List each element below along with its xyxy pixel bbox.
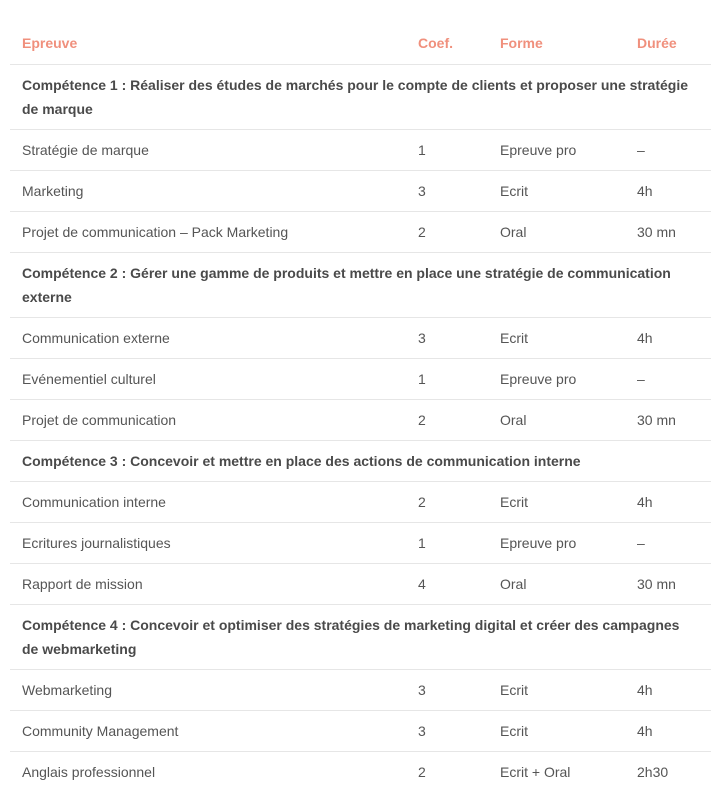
header-epreuve: Epreuve: [10, 22, 406, 65]
section-title: Compétence 4 : Concevoir et optimiser des stratégies de marketing digital et créer des campagnes de webmarketing: [10, 605, 711, 670]
section-row: [10, 605, 711, 670]
table-row: [10, 670, 711, 711]
cell-coef: 1: [406, 359, 488, 400]
section-title: Compétence 3 : Concevoir et mettre en place des actions de communication interne: [10, 441, 711, 482]
cell-coef: 2: [406, 482, 488, 523]
cell-forme: Ecrit: [488, 711, 625, 752]
cell-forme: Ecrit: [488, 670, 625, 711]
cell-coef: 3: [406, 670, 488, 711]
table-row: [10, 171, 711, 212]
cell-coef: 2: [406, 212, 488, 253]
cell-epreuve: Projet de communication – Pack Marketing: [10, 212, 406, 253]
table-row: [10, 482, 711, 523]
table-row: [10, 359, 711, 400]
cell-duree: 4h: [625, 670, 711, 711]
table-row: [10, 130, 711, 171]
section-row: [10, 65, 711, 130]
table-header-row: [10, 22, 711, 65]
cell-coef: 3: [406, 171, 488, 212]
cell-coef: 1: [406, 130, 488, 171]
header-forme: Forme: [488, 22, 625, 65]
table-row: [10, 400, 711, 441]
header-coef: Coef.: [406, 22, 488, 65]
cell-epreuve: Anglais professionnel: [10, 752, 406, 792]
table-row: [10, 752, 711, 792]
cell-forme: Epreuve pro: [488, 523, 625, 564]
cell-forme: Ecrit: [488, 482, 625, 523]
cell-duree: 30 mn: [625, 564, 711, 605]
table-row: [10, 212, 711, 253]
cell-forme: Ecrit: [488, 318, 625, 359]
cell-duree: 4h: [625, 318, 711, 359]
cell-forme: Epreuve pro: [488, 130, 625, 171]
section-row: [10, 441, 711, 482]
cell-forme: Epreuve pro: [488, 359, 625, 400]
table-row: [10, 564, 711, 605]
cell-forme: Oral: [488, 400, 625, 441]
section-row: [10, 253, 711, 318]
cell-forme: Ecrit + Oral: [488, 752, 625, 792]
cell-epreuve: Stratégie de marque: [10, 130, 406, 171]
cell-coef: 4: [406, 564, 488, 605]
cell-duree: –: [625, 523, 711, 564]
cell-duree: 2h30: [625, 752, 711, 792]
cell-duree: 4h: [625, 711, 711, 752]
cell-forme: Ecrit: [488, 171, 625, 212]
cell-epreuve: Communication externe: [10, 318, 406, 359]
table-row: [10, 523, 711, 564]
cell-duree: 4h: [625, 171, 711, 212]
cell-epreuve: Marketing: [10, 171, 406, 212]
cell-coef: 2: [406, 752, 488, 792]
cell-forme: Oral: [488, 564, 625, 605]
cell-duree: –: [625, 359, 711, 400]
table-row: [10, 318, 711, 359]
cell-duree: 30 mn: [625, 400, 711, 441]
cell-epreuve: Projet de communication: [10, 400, 406, 441]
cell-coef: 1: [406, 523, 488, 564]
cell-epreuve: Community Management: [10, 711, 406, 752]
table-body: [10, 65, 711, 792]
exam-table: [10, 22, 711, 792]
cell-duree: 4h: [625, 482, 711, 523]
section-title: Compétence 2 : Gérer une gamme de produits et mettre en place une stratégie de communication externe: [10, 253, 711, 318]
cell-coef: 3: [406, 711, 488, 752]
cell-epreuve: Communication interne: [10, 482, 406, 523]
cell-epreuve: Webmarketing: [10, 670, 406, 711]
cell-coef: 2: [406, 400, 488, 441]
cell-epreuve: Rapport de mission: [10, 564, 406, 605]
cell-forme: Oral: [488, 212, 625, 253]
cell-epreuve: Ecritures journalistiques: [10, 523, 406, 564]
cell-duree: –: [625, 130, 711, 171]
cell-coef: 3: [406, 318, 488, 359]
header-duree: Durée: [625, 22, 711, 65]
cell-epreuve: Evénementiel culturel: [10, 359, 406, 400]
table-row: [10, 711, 711, 752]
section-title: Compétence 1 : Réaliser des études de marchés pour le compte de clients et proposer une stratégie de marque: [10, 65, 711, 130]
cell-duree: 30 mn: [625, 212, 711, 253]
